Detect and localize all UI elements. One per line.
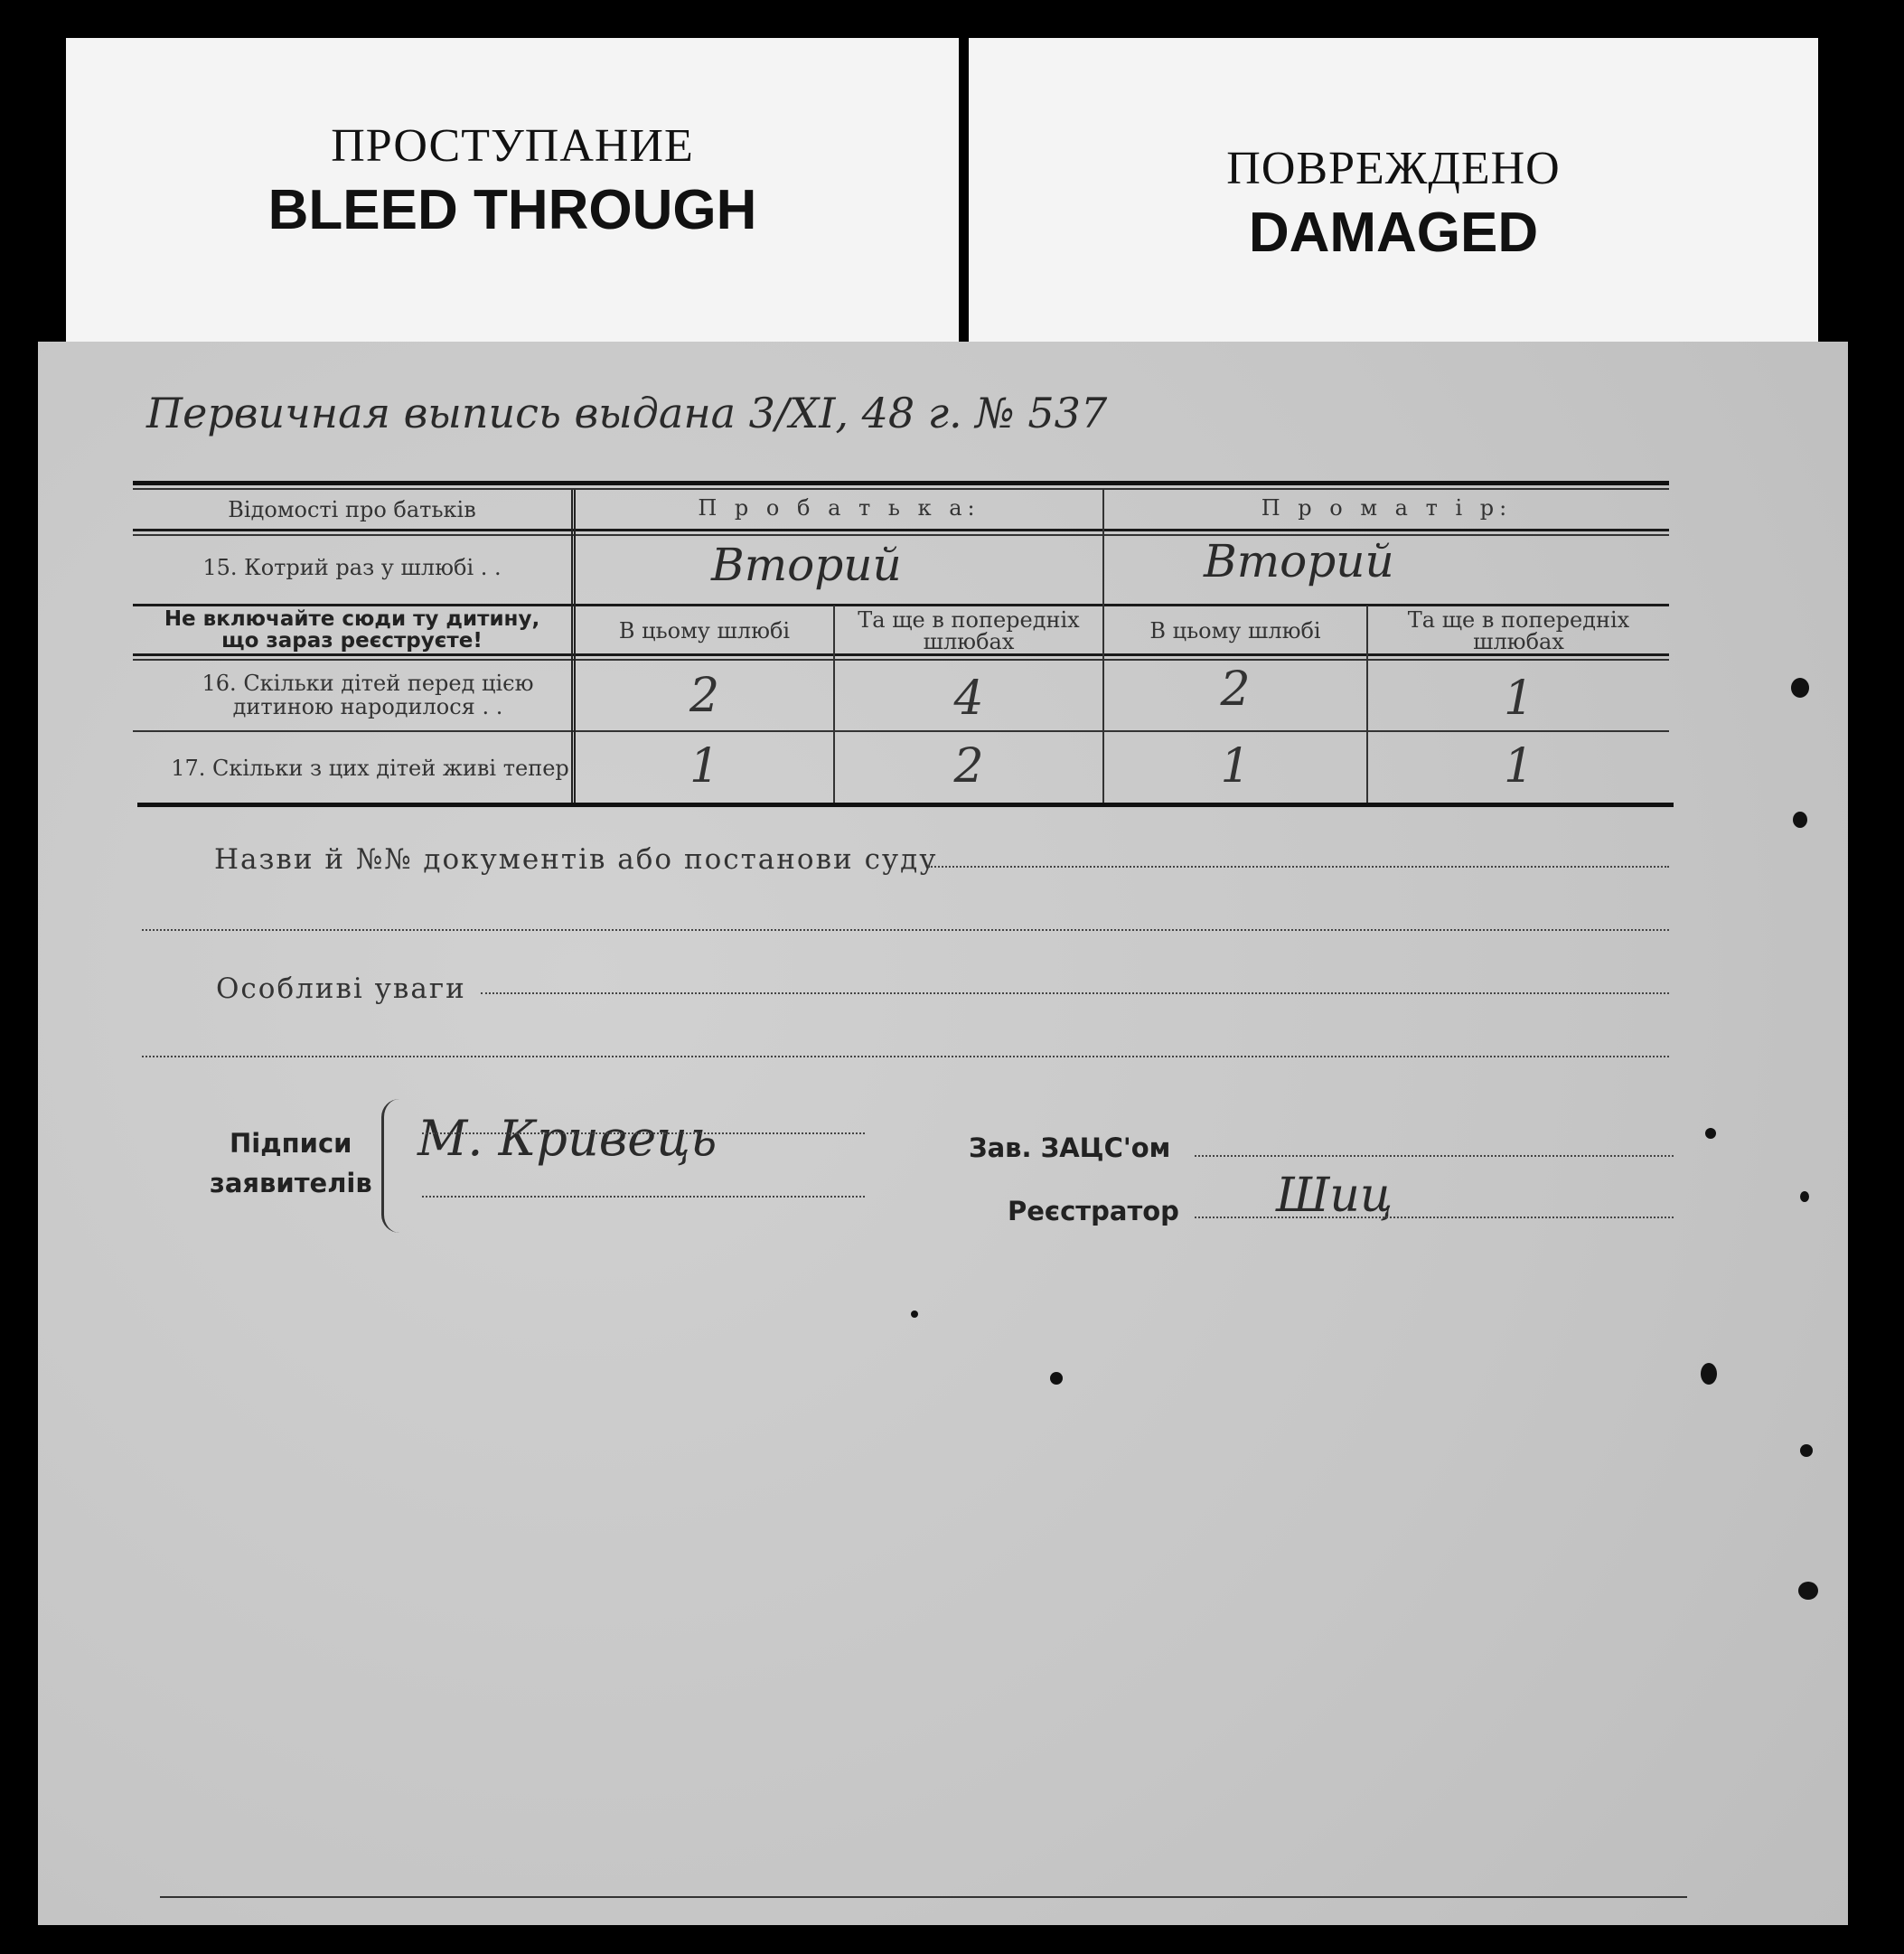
registrar-dotted-line bbox=[1195, 1217, 1674, 1218]
row15-father-value: Вторий bbox=[711, 539, 902, 591]
damaged-label-en: DAMAGED bbox=[1248, 202, 1539, 264]
table-top-rule bbox=[133, 481, 1669, 485]
applicants-label-line1: Підписи bbox=[230, 1128, 352, 1159]
subheader-mother-this: В цьому шлюбі bbox=[1149, 618, 1321, 644]
applicant-signature: М. Кривець bbox=[417, 1110, 718, 1167]
subheader-mother-prev-line1: Та ще в попередніх bbox=[1407, 607, 1630, 633]
subheader-father-prev-line1: Та ще в попередніх bbox=[858, 607, 1080, 633]
damage-hole bbox=[1800, 1191, 1809, 1202]
table-bottom-rule bbox=[137, 803, 1674, 807]
row17-father-prev: 2 bbox=[953, 739, 984, 794]
header-col0: Відомості про батьків bbox=[228, 497, 476, 522]
damage-hole bbox=[911, 1310, 918, 1318]
damage-hole bbox=[1701, 1363, 1717, 1385]
row17-label: 17. Скільки з цих дітей живі тепер bbox=[171, 756, 569, 781]
bleed-through-label-ru: ПРОСТУПАНИЕ bbox=[331, 120, 694, 172]
damage-hole bbox=[1798, 1582, 1818, 1600]
table-header-rule bbox=[133, 529, 1669, 531]
row15-label: 15. Котрий раз у шлюбі . . bbox=[202, 555, 502, 580]
applicant-dotted-line-2 bbox=[422, 1196, 865, 1198]
head-dotted-line bbox=[1195, 1155, 1674, 1157]
head-label: Зав. ЗАЦС'ом bbox=[969, 1132, 1171, 1163]
bottom-rule bbox=[160, 1896, 1687, 1898]
row17-father-this: 1 bbox=[689, 739, 720, 794]
handwritten-header: Первичная выпись выдана 3/XI, 48 г. № 537 bbox=[146, 389, 1108, 437]
damage-hole bbox=[1793, 812, 1807, 828]
remarks-label: Особливі уваги bbox=[216, 972, 466, 1005]
bleed-through-label-card bbox=[66, 38, 959, 345]
header-mother: П р о м а т і р: bbox=[1261, 495, 1513, 521]
document-sheet bbox=[38, 342, 1848, 1925]
documents-dotted-line-2 bbox=[142, 929, 1669, 931]
table-header-rule-inner bbox=[133, 534, 1669, 536]
applicants-brace bbox=[381, 1099, 406, 1233]
subheader-father-this: В цьому шлюбі bbox=[618, 618, 791, 644]
remarks-dotted-line-1 bbox=[481, 992, 1669, 994]
damage-hole bbox=[1800, 1444, 1813, 1457]
table-row16-rule bbox=[133, 730, 1669, 732]
row16-label-line2: дитиною народилося . . bbox=[232, 694, 503, 719]
header-father: П р о б а т ь к а: bbox=[698, 495, 980, 521]
row16-mother-prev: 1 bbox=[1503, 672, 1534, 726]
row15-mother-value: Вторий bbox=[1204, 535, 1394, 587]
row17-mother-this: 1 bbox=[1220, 739, 1251, 794]
bleed-through-label-en: BLEED THROUGH bbox=[267, 179, 757, 241]
row16-father-this: 2 bbox=[689, 669, 720, 723]
row16-label-line1: 16. Скільки дітей перед цією bbox=[202, 671, 534, 696]
damage-hole bbox=[1791, 678, 1809, 698]
registrar-label: Реєстратор bbox=[1008, 1196, 1179, 1226]
row17-mother-prev: 1 bbox=[1503, 739, 1534, 794]
damaged-label-ru: ПОВРЕЖДЕНО bbox=[1226, 143, 1561, 194]
damage-hole bbox=[1050, 1372, 1063, 1385]
row16-father-prev: 4 bbox=[953, 672, 984, 726]
documents-label: Назви й №№ документів або постанови суду bbox=[214, 843, 938, 876]
subheader-mother-prev-line2: шлюбах bbox=[1473, 629, 1564, 654]
damaged-label-card bbox=[969, 38, 1818, 345]
subheader-father-prev-line2: шлюбах bbox=[923, 629, 1015, 654]
table-row15-rule bbox=[133, 604, 1669, 606]
registrar-signature: Шиц bbox=[1276, 1169, 1393, 1223]
table-subheader-rule-inner bbox=[133, 659, 1669, 661]
damage-hole bbox=[1705, 1128, 1716, 1139]
remarks-dotted-line-2 bbox=[142, 1056, 1669, 1057]
table-top-rule-inner bbox=[133, 488, 1669, 490]
row16-mother-this: 2 bbox=[1220, 662, 1251, 717]
applicants-label-line2: заявителів bbox=[210, 1168, 372, 1198]
documents-dotted-line-1 bbox=[928, 866, 1669, 868]
applicant-dotted-line-1 bbox=[422, 1132, 865, 1134]
subheader-note-line1: Не включайте сюди ту дитину, bbox=[164, 607, 540, 631]
subheader-note-line2: що зараз реєструєте! bbox=[221, 629, 483, 653]
